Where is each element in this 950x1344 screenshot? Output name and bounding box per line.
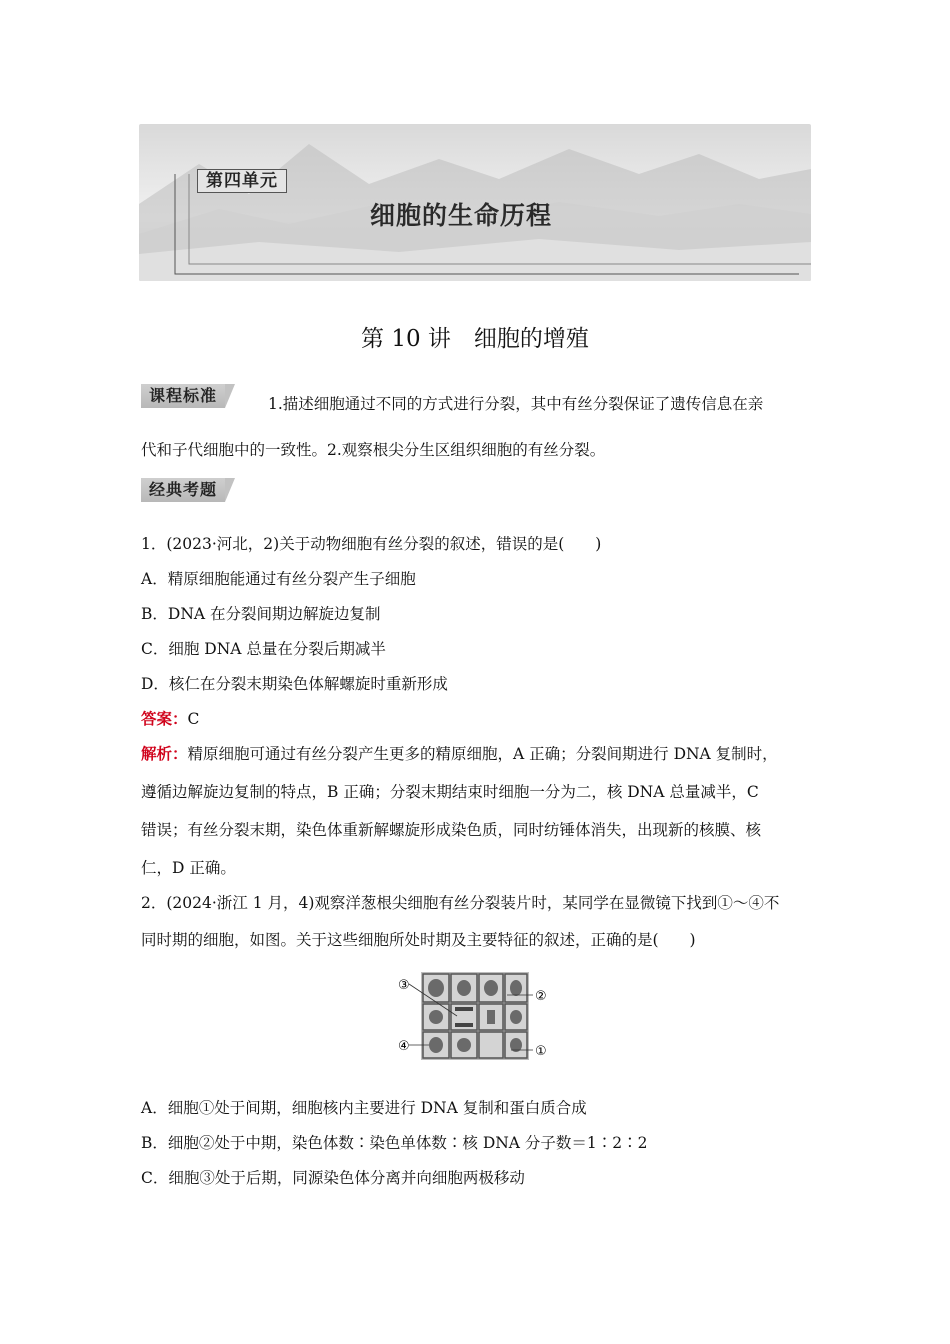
label-cell-4: ④	[398, 1039, 410, 1054]
q1-option-a: A．精原细胞能通过有丝分裂产生子细胞	[141, 570, 416, 588]
label-cell-1: ①	[535, 1044, 547, 1059]
q2-option-b: B．细胞②处于中期，染色体数∶染色单体数∶核 DNA 分子数＝1∶2∶2	[141, 1134, 648, 1152]
course-standard-tag: 课程标准	[141, 384, 225, 408]
q1-option-c: C．细胞 DNA 总量在分裂后期减半	[141, 640, 386, 658]
q1-analysis-line-3: 错误；有丝分裂末期，染色体重新解螺旋形成染色质，同时纺锤体消失，出现新的核膜、核	[141, 821, 762, 839]
label-cell-2: ②	[535, 989, 547, 1004]
unit-title: 细胞的生命历程	[370, 201, 553, 230]
q1-stem: 1．(2023·河北，2)关于动物细胞有丝分裂的叙述，错误的是( )	[141, 535, 602, 553]
answer-value: C	[187, 710, 200, 728]
q1-answer	[141, 709, 199, 729]
q2-option-c: C．细胞③处于后期，同源染色体分离并向细胞两极移动	[141, 1169, 525, 1187]
q1-analysis-line-1: 解析：精原细胞可通过有丝分裂产生更多的精原细胞，A 正确；分裂间期进行 DNA 复制时，	[141, 745, 778, 763]
q1-analysis-line-2: 遵循边解旋边复制的特点，B 正确；分裂末期结束时细胞一分为二，核 DNA 总量减半，C	[141, 783, 759, 801]
q1-option-d: D．核仁在分裂末期染色体解螺旋时重新形成	[141, 675, 448, 693]
onion-root-tip-micrograph	[395, 970, 555, 1062]
standard-line-1: 1.描述细胞通过不同的方式进行分裂，其中有丝分裂保证了遗传信息在亲	[268, 395, 764, 413]
lecture-title: 第 10 讲 细胞的增殖	[361, 326, 589, 352]
unit-label: 第四单元	[197, 169, 287, 193]
label-cell-3: ③	[398, 978, 410, 993]
standard-line-2: 代和子代细胞中的一致性。2.观察根尖分生区组织细胞的有丝分裂。	[141, 441, 606, 459]
classic-questions-tag: 经典考题	[141, 478, 225, 502]
analysis-label: 解析：	[141, 745, 188, 763]
q1-analysis-line-4: 仁，D 正确。	[141, 859, 236, 877]
q2-stem-line-2: 同时期的细胞，如图。关于这些细胞所处时期及主要特征的叙述，正确的是( )	[141, 931, 696, 949]
q2-stem-line-1: 2．(2024·浙江 1 月，4)观察洋葱根尖细胞有丝分裂装片时，某同学在显微镜下找到①～④不	[141, 894, 780, 912]
q1-option-b: B．DNA 在分裂间期边解旋边复制	[141, 605, 381, 623]
answer-label: 答案：	[141, 710, 188, 728]
q2-option-a: A．细胞①处于间期，细胞核内主要进行 DNA 复制和蛋白质合成	[141, 1099, 587, 1117]
